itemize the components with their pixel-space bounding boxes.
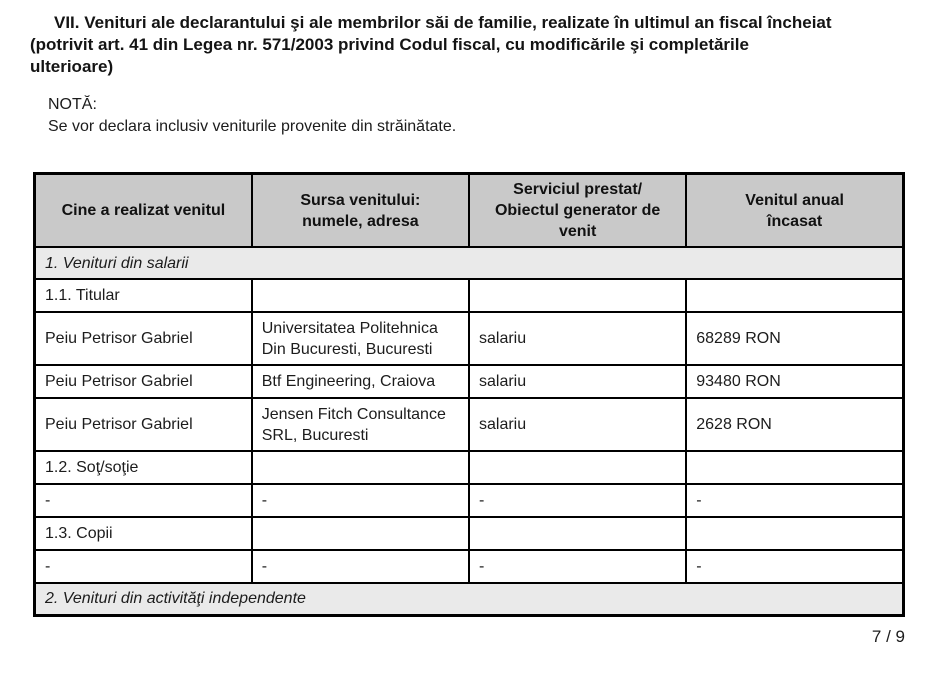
empty-cell bbox=[686, 517, 903, 550]
cell-source: Jensen Fitch Consultance SRL, Bucuresti bbox=[252, 398, 469, 451]
column-header-line: numele, adresa bbox=[302, 212, 419, 230]
empty-cell bbox=[469, 451, 686, 484]
section-label: 2. Venituri din activităţi independente bbox=[35, 583, 904, 615]
column-header-line: Venitul anual bbox=[745, 191, 844, 209]
data-row bbox=[35, 484, 904, 517]
cell-who: Peiu Petrisor Gabriel bbox=[35, 365, 252, 398]
data-row bbox=[35, 398, 904, 451]
cell-who: - bbox=[35, 550, 252, 583]
cell-income: - bbox=[686, 484, 903, 517]
section-row-activitati-independente bbox=[35, 583, 904, 615]
cell-source: - bbox=[252, 550, 469, 583]
page-number: 7 / 9 bbox=[871, 626, 905, 646]
income-table bbox=[33, 172, 905, 617]
column-header-line: venit bbox=[558, 223, 597, 240]
column-header-income bbox=[686, 174, 903, 248]
row-label: 1.3. Copii bbox=[35, 517, 252, 550]
title-line-1: VII. Venituri ale declarantului şi ale membrilor săi de familie, realizate în ultimul an fiscal încheiat bbox=[54, 13, 832, 32]
title-line-3: ulterioare) bbox=[30, 57, 114, 76]
cell-service: salariu bbox=[469, 365, 686, 398]
section-label: 1. Venituri din salarii bbox=[35, 247, 904, 279]
column-header-line: Serviciul prestat/ bbox=[513, 181, 643, 198]
empty-cell bbox=[469, 517, 686, 550]
empty-cell bbox=[686, 279, 903, 312]
cell-source: - bbox=[252, 484, 469, 517]
row-label: 1.1. Titular bbox=[35, 279, 252, 312]
cell-service: salariu bbox=[469, 312, 686, 365]
note-block bbox=[48, 94, 914, 138]
cell-who: Peiu Petrisor Gabriel bbox=[35, 398, 252, 451]
column-header-source bbox=[252, 174, 469, 248]
empty-cell bbox=[252, 279, 469, 312]
cell-service: - bbox=[469, 484, 686, 517]
cell-who: - bbox=[35, 484, 252, 517]
label-row-copii bbox=[35, 517, 904, 550]
label-row-titular bbox=[35, 279, 904, 312]
label-row-sot-sotie bbox=[35, 451, 904, 484]
cell-source: Universitatea Politehnica Din Bucuresti, Bucuresti bbox=[252, 312, 469, 365]
cell-service: - bbox=[469, 550, 686, 583]
column-header-line: Cine a realizat venitul bbox=[61, 202, 226, 219]
cell-source: Btf Engineering, Craiova bbox=[252, 365, 469, 398]
cell-income: 68289 RON bbox=[686, 312, 903, 365]
declaration-page bbox=[0, 12, 942, 683]
empty-cell bbox=[469, 279, 686, 312]
note-text: Se vor declara inclusiv veniturile provenite din străinătate. bbox=[48, 118, 457, 135]
note-label: NOTĂ: bbox=[48, 96, 97, 113]
data-row bbox=[35, 550, 904, 583]
column-header-line: încasat bbox=[767, 212, 823, 230]
data-row bbox=[35, 312, 904, 365]
section-vii-title bbox=[30, 12, 914, 78]
cell-income: - bbox=[686, 550, 903, 583]
cell-income: 2628 RON bbox=[686, 398, 903, 451]
cell-service: salariu bbox=[469, 398, 686, 451]
title-line-2: (potrivit art. 41 din Legea nr. 571/2003 privind Codul fiscal, cu modificările şi completările bbox=[30, 35, 749, 54]
table-header-row bbox=[35, 174, 904, 248]
empty-cell bbox=[686, 451, 903, 484]
row-label: 1.2. Soţ/soţie bbox=[35, 451, 252, 484]
cell-who: Peiu Petrisor Gabriel bbox=[35, 312, 252, 365]
column-header-line: Sursa venitului: bbox=[300, 191, 421, 209]
cell-income: 93480 RON bbox=[686, 365, 903, 398]
section-row-salarii bbox=[35, 247, 904, 279]
data-row bbox=[35, 365, 904, 398]
column-header-service bbox=[469, 174, 686, 248]
column-header-line: Obiectul generator de bbox=[494, 202, 661, 219]
empty-cell bbox=[252, 517, 469, 550]
column-header-who bbox=[35, 174, 252, 248]
empty-cell bbox=[252, 451, 469, 484]
